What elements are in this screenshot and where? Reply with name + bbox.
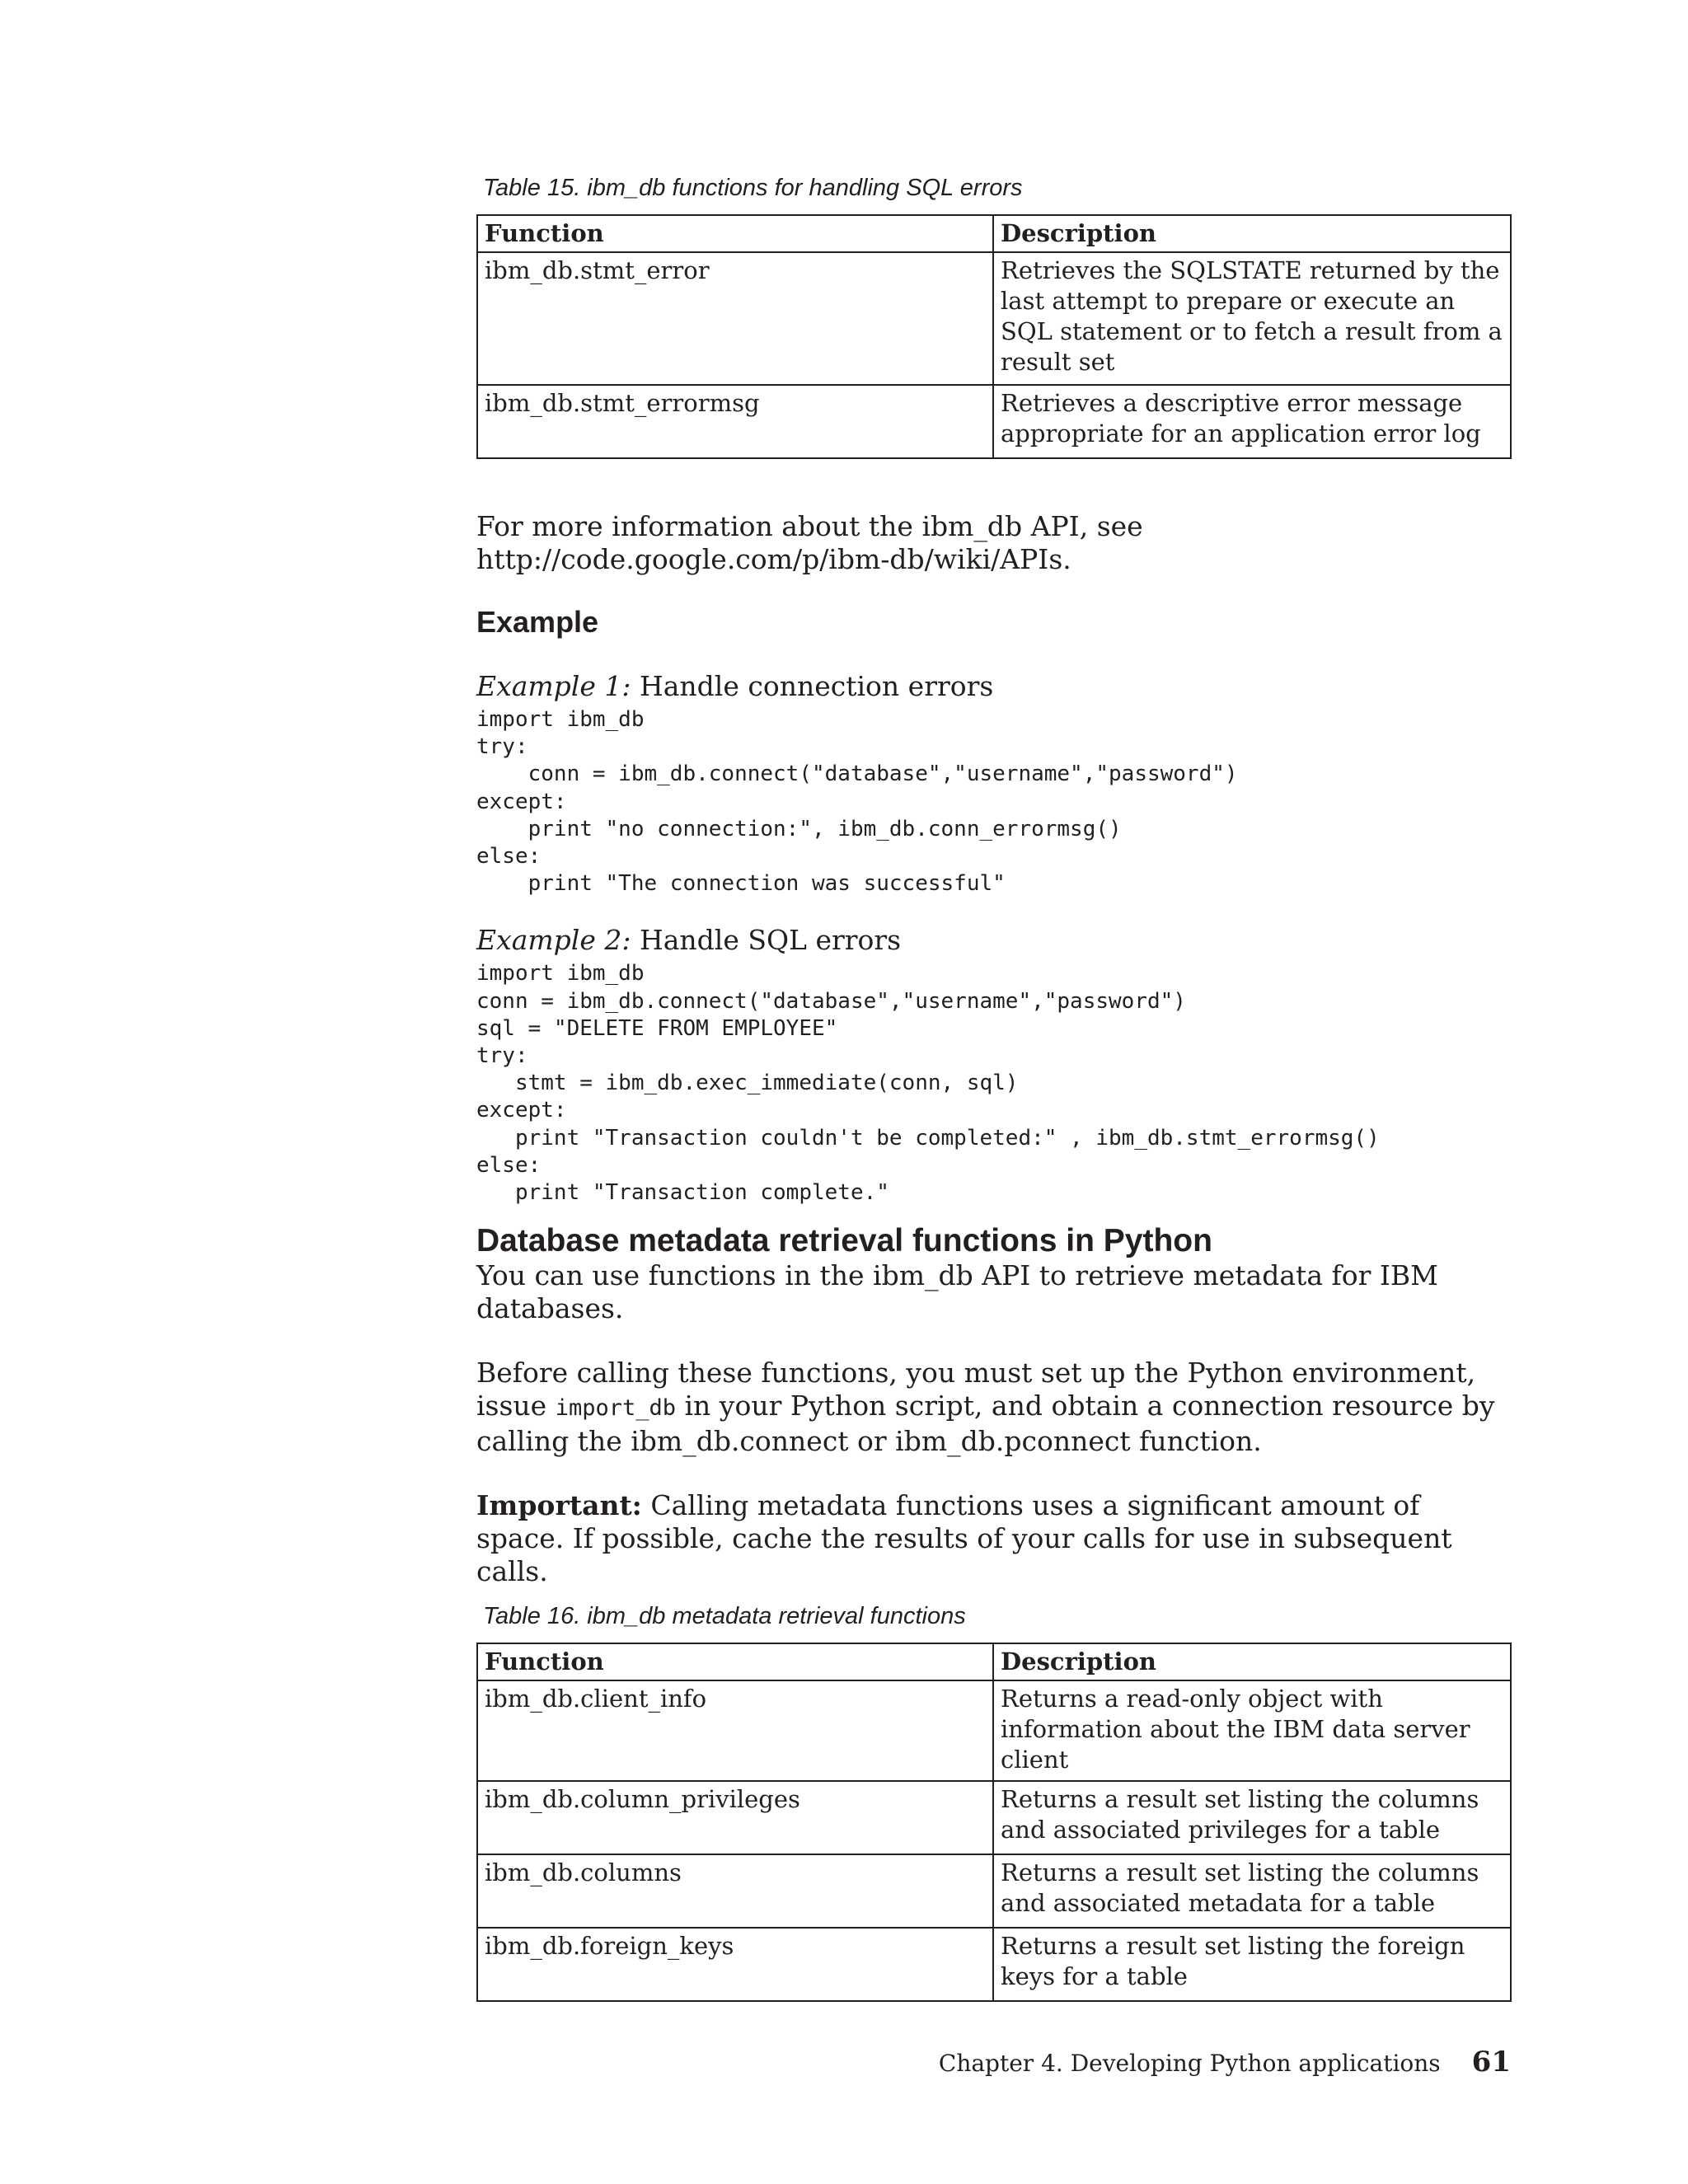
page-footer xyxy=(939,2046,1511,2079)
function-cell: ibm_db.columns xyxy=(477,1854,993,1928)
table16-caption: Table 16. ibm_db metadata retrieval functions xyxy=(483,1603,966,1630)
table15 xyxy=(476,214,1512,459)
example1-label: Example 1: xyxy=(476,670,631,702)
function-cell: ibm_db.stmt_error xyxy=(477,252,993,385)
function-cell: ibm_db.stmt_errormsg xyxy=(477,385,993,458)
column-header-description: Description xyxy=(993,215,1511,252)
important-label: Important: xyxy=(476,1489,642,1522)
table-row xyxy=(477,1854,1511,1928)
more-info-paragraph: For more information about the ibm_db API, see http://code.google.com/p/ibm-db/wiki/APIs. xyxy=(476,510,1143,575)
metadata-section-heading: Database metadata retrieval functions in Python xyxy=(476,1223,1212,1259)
chapter-title: Chapter 4. Developing Python applications xyxy=(938,2050,1441,2077)
table-header-row xyxy=(477,1643,1511,1680)
before-calling-paragraph xyxy=(476,1357,1510,1458)
import-code: import_db xyxy=(555,1395,677,1422)
example-heading: Example xyxy=(476,605,599,639)
description-cell: Returns a read-only object with information about the IBM data server client xyxy=(993,1680,1511,1781)
example2-title xyxy=(476,924,1510,957)
important-note xyxy=(476,1489,1510,1588)
page-content xyxy=(476,171,1510,2002)
column-header-description: Description xyxy=(993,1643,1511,1680)
example2-text: Handle SQL errors xyxy=(631,924,902,957)
description-cell: Retrieves a descriptive error message appropriate for an application error log xyxy=(993,385,1511,458)
table-row xyxy=(477,1928,1511,2001)
example1-title xyxy=(476,670,1510,703)
example1-code-block: import ibm_db try: conn = ibm_db.connect("database","username","password") except: print "no connection:", ibm_db.conn_errormsg() else: print "The connection was successful" xyxy=(476,707,1238,897)
function-cell: ibm_db.foreign_keys xyxy=(477,1928,993,2001)
column-header-function: Function xyxy=(477,215,993,252)
example2-label: Example 2: xyxy=(476,924,631,957)
example1-text: Handle connection errors xyxy=(631,670,994,702)
page-number: 61 xyxy=(1471,2046,1511,2079)
table15-caption: Table 15. ibm_db functions for handling SQL errors xyxy=(483,175,1023,201)
metadata-intro-paragraph: You can use functions in the ibm_db API to retrieve metadata for IBM databases. xyxy=(476,1259,1438,1325)
example2-code-block: import ibm_db conn = ibm_db.connect("database","username","password") sql = "DELETE FROM EMPLOYEE" try: stmt = ibm_db.exec_immediate(conn, sql) except: print "Transaction couldn't be completed:" , ibm_db.stmt_errormsg() else: print "Transaction complete." xyxy=(476,961,1380,1206)
important-text: Calling metadata functions uses a significant amount of space. If possible, cache the results of your calls for use in subsequent calls. xyxy=(476,1489,1452,1588)
description-cell: Returns a result set listing the columns and associated privileges for a table xyxy=(993,1781,1511,1854)
function-cell: ibm_db.column_privileges xyxy=(477,1781,993,1854)
table-header-row xyxy=(477,215,1511,252)
table-row xyxy=(477,1680,1511,1781)
description-cell: Returns a result set listing the foreign keys for a table xyxy=(993,1928,1511,2001)
function-cell: ibm_db.client_info xyxy=(477,1680,993,1781)
description-cell: Returns a result set listing the columns and associated metadata for a table xyxy=(993,1854,1511,1928)
table-row xyxy=(477,1781,1511,1854)
description-cell: Retrieves the SQLSTATE returned by the last attempt to prepare or execute an SQL statement or to fetch a result from a result set xyxy=(993,252,1511,385)
table-row xyxy=(477,252,1511,385)
table16 xyxy=(476,1643,1512,2002)
table-row xyxy=(477,385,1511,458)
before-calling-text-continued: in your Python script, and obtain a connection resource by calling the ibm_db.connect or ibm_db.pconnect function. xyxy=(476,1390,1495,1458)
column-header-function: Function xyxy=(477,1643,993,1680)
before-calling-text: Before calling these functions, you must set up the Python environment, issue xyxy=(476,1357,1476,1422)
